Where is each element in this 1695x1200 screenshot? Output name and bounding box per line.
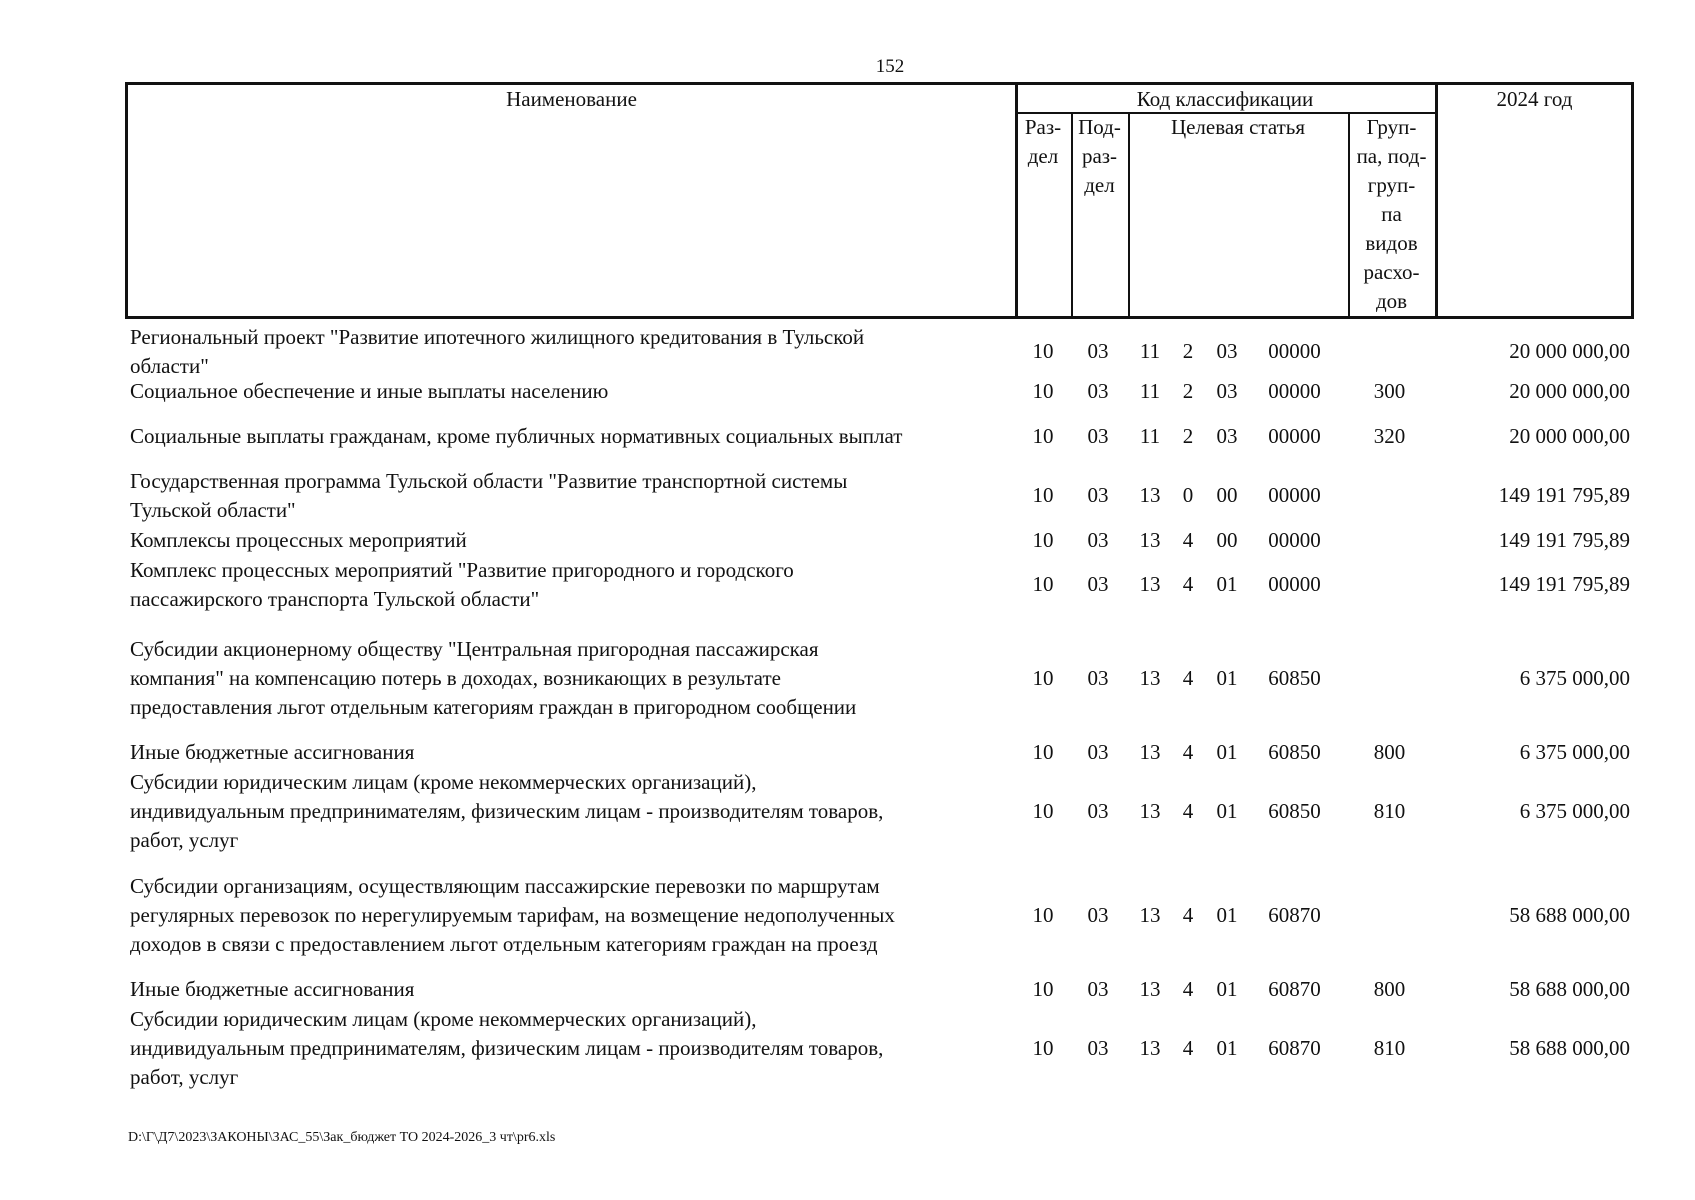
row-name: Субсидии юридическим лицам (кроме некоммерческих организаций), индивидуальным предпринимателям, физическим лицам - производителям товаров, работ, услуг: [130, 1007, 884, 1089]
row-group: 810: [1373, 799, 1406, 823]
row-amount: 149 191 795,89: [1498, 572, 1630, 596]
row-article-1: 13: [1139, 528, 1161, 552]
row-amount: 149 191 795,89: [1498, 528, 1630, 552]
row-amount: 58 688 000,00: [1509, 1036, 1630, 1060]
row-article-4: 60870: [1268, 903, 1321, 927]
row-section: 10: [1032, 1036, 1054, 1060]
header-target-article: Целевая статья: [1170, 115, 1306, 139]
row-article-3: 03: [1216, 379, 1238, 403]
row-article-1: 11: [1139, 424, 1161, 448]
header-section: Раз- дел: [1024, 115, 1062, 168]
row-name: Региональный проект "Развитие ипотечного жилищного кредитования в Тульской области": [130, 325, 865, 378]
header-subsection: Под- раз- дел: [1078, 115, 1121, 197]
page-number: 152: [875, 56, 905, 77]
row-name: Субсидии юридическим лицам (кроме некоммерческих организаций), индивидуальным предпринимателям, физическим лицам - производителям товаров, работ, услуг: [130, 770, 884, 852]
row-section: 10: [1032, 339, 1054, 363]
header-name: Наименование: [506, 87, 637, 111]
row-article-3: 01: [1216, 740, 1238, 764]
row-section: 10: [1032, 379, 1054, 403]
row-amount: 58 688 000,00: [1509, 903, 1630, 927]
table-row: [125, 872, 1634, 960]
table-row: [125, 975, 1634, 1005]
table-header: [125, 82, 1634, 319]
row-article-4: 60850: [1268, 666, 1321, 690]
row-group: 800: [1373, 740, 1406, 764]
row-name: Иные бюджетные ассигнования: [130, 977, 415, 1001]
row-article-1: 11: [1139, 379, 1161, 403]
row-article-3: 03: [1216, 339, 1238, 363]
row-subsection: 03: [1087, 1036, 1109, 1060]
row-article-1: 13: [1139, 799, 1161, 823]
row-article-2: 2: [1182, 424, 1194, 448]
table-row: [125, 1005, 1634, 1093]
row-subsection: 03: [1087, 572, 1109, 596]
row-article-1: 13: [1139, 977, 1161, 1001]
row-name: Субсидии организациям, осуществляющим пассажирские перевозки по маршрутам регулярных перевозок по нерегулируемым тарифам, на возмещение недополученных доходов в связи с предоставлением льгот отдельным категориям граждан на проезд: [130, 874, 895, 956]
row-article-3: 03: [1216, 424, 1238, 448]
table-row: [125, 635, 1634, 723]
row-article-2: 4: [1182, 740, 1194, 764]
row-article-3: 01: [1216, 903, 1238, 927]
row-article-4: 00000: [1268, 379, 1321, 403]
row-article-4: 00000: [1268, 339, 1321, 363]
header-year: 2024 год: [1496, 87, 1573, 111]
row-article-4: 60850: [1268, 799, 1321, 823]
row-article-4: 60870: [1268, 1036, 1321, 1060]
row-group: 800: [1373, 977, 1406, 1001]
row-article-2: 4: [1182, 903, 1194, 927]
file-path-footer: D:\Г\Д7\2023\ЗАКОНЫ\ЗАС_55\Зак_бюджет ТО 2024-2026_3 чт\pr6.xls: [128, 1130, 556, 1145]
row-name: Социальное обеспечение и иные выплаты населению: [130, 379, 609, 403]
table-row: [125, 422, 1634, 466]
row-article-4: 00000: [1268, 424, 1321, 448]
row-section: 10: [1032, 528, 1054, 552]
row-article-1: 13: [1139, 572, 1161, 596]
row-article-4: 00000: [1268, 572, 1321, 596]
row-article-1: 13: [1139, 666, 1161, 690]
row-subsection: 03: [1087, 740, 1109, 764]
row-name: Социальные выплаты гражданам, кроме публичных нормативных социальных выплат: [130, 424, 903, 448]
row-subsection: 03: [1087, 977, 1109, 1001]
row-article-1: 13: [1139, 483, 1161, 507]
row-name: Комплексы процессных мероприятий: [130, 528, 467, 552]
row-amount: 6 375 000,00: [1519, 666, 1630, 690]
row-article-2: 4: [1182, 977, 1194, 1001]
row-article-2: 4: [1182, 528, 1194, 552]
row-article-1: 13: [1139, 903, 1161, 927]
table-row: [125, 467, 1634, 525]
row-group: 300: [1373, 379, 1406, 403]
row-article-1: 11: [1139, 339, 1161, 363]
row-section: 10: [1032, 799, 1054, 823]
row-article-3: 01: [1216, 799, 1238, 823]
row-article-2: 2: [1182, 379, 1194, 403]
row-article-2: 0: [1182, 483, 1194, 507]
row-article-4: 60870: [1268, 977, 1321, 1001]
row-article-2: 4: [1182, 666, 1194, 690]
row-subsection: 03: [1087, 528, 1109, 552]
row-article-3: 00: [1216, 528, 1238, 552]
table-row: [125, 526, 1634, 556]
row-section: 10: [1032, 572, 1054, 596]
row-amount: 149 191 795,89: [1498, 483, 1630, 507]
row-subsection: 03: [1087, 666, 1109, 690]
row-article-3: 00: [1216, 483, 1238, 507]
row-article-4: 00000: [1268, 528, 1321, 552]
row-article-4: 60850: [1268, 740, 1321, 764]
row-subsection: 03: [1087, 799, 1109, 823]
row-amount: 6 375 000,00: [1519, 799, 1630, 823]
row-subsection: 03: [1087, 424, 1109, 448]
row-amount: 58 688 000,00: [1509, 977, 1630, 1001]
row-amount: 6 375 000,00: [1519, 740, 1630, 764]
row-amount: 20 000 000,00: [1509, 424, 1630, 448]
table-row: [125, 738, 1634, 768]
row-name: Субсидии акционерному обществу "Центральная пригородная пассажирская компания" на компенсацию потерь в доходах, возникающих в результате предоставления льгот отдельным категориям граждан в пригородном сообщении: [130, 637, 857, 719]
row-section: 10: [1032, 740, 1054, 764]
row-section: 10: [1032, 903, 1054, 927]
row-group: 810: [1373, 1036, 1406, 1060]
row-name: Комплекс процессных мероприятий "Развитие пригородного и городского пассажирского транспорта Тульской области": [130, 558, 794, 611]
row-article-2: 2: [1182, 339, 1194, 363]
table-row: [125, 556, 1634, 614]
table-row: [125, 377, 1634, 421]
row-article-3: 01: [1216, 1036, 1238, 1060]
row-section: 10: [1032, 977, 1054, 1001]
header-classification: Код классификации: [1136, 87, 1314, 111]
row-amount: 20 000 000,00: [1509, 379, 1630, 403]
row-name: Государственная программа Тульской области "Развитие транспортной системы Тульской области": [130, 469, 848, 522]
table-row: [125, 768, 1634, 856]
row-article-3: 01: [1216, 666, 1238, 690]
row-amount: 20 000 000,00: [1509, 339, 1630, 363]
row-subsection: 03: [1087, 483, 1109, 507]
row-article-3: 01: [1216, 572, 1238, 596]
row-article-3: 01: [1216, 977, 1238, 1001]
row-article-2: 4: [1182, 572, 1194, 596]
row-article-1: 13: [1139, 1036, 1161, 1060]
row-article-1: 13: [1139, 740, 1161, 764]
row-article-2: 4: [1182, 799, 1194, 823]
row-article-2: 4: [1182, 1036, 1194, 1060]
row-section: 10: [1032, 483, 1054, 507]
row-subsection: 03: [1087, 903, 1109, 927]
header-expense-group: Груп- па, под- груп- па видов расхо- дов: [1356, 115, 1427, 313]
row-subsection: 03: [1087, 339, 1109, 363]
table-row: [125, 323, 1634, 381]
row-name: Иные бюджетные ассигнования: [130, 740, 415, 764]
row-group: 320: [1373, 424, 1406, 448]
row-article-4: 00000: [1268, 483, 1321, 507]
row-section: 10: [1032, 424, 1054, 448]
row-section: 10: [1032, 666, 1054, 690]
row-subsection: 03: [1087, 379, 1109, 403]
